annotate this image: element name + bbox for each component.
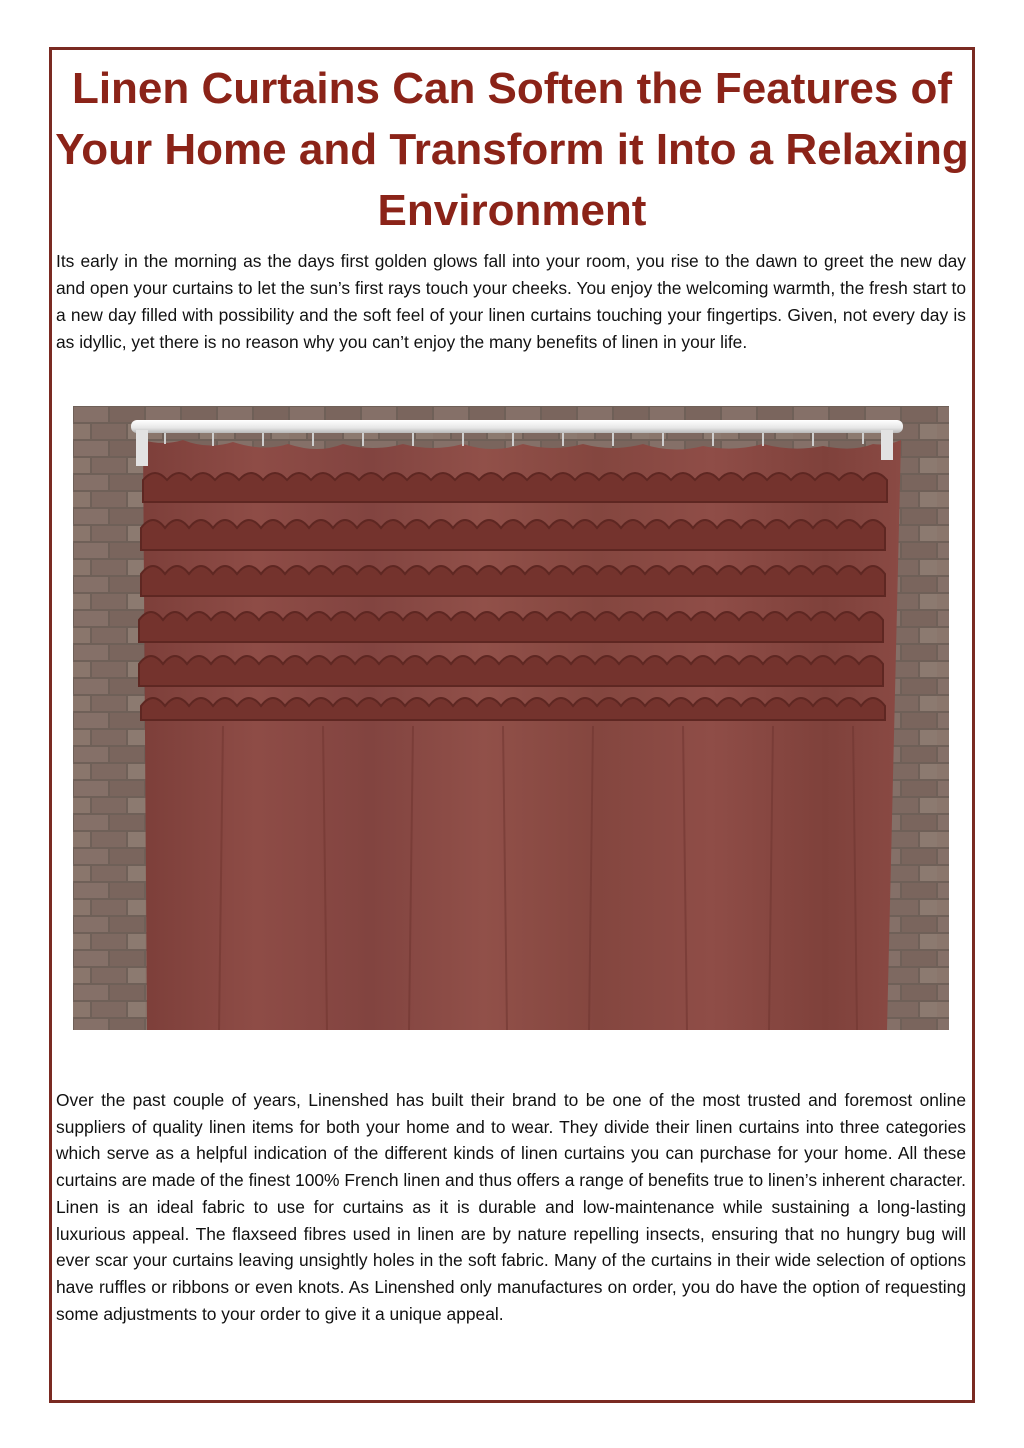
curtain-photo [73, 406, 949, 1030]
rod-bracket-right [881, 430, 893, 460]
intro-paragraph: Its early in the morning as the days first golden glows fall into your room, you rise to the dawn to greet the new day and open your curtains to let the sun’s first rays touch your cheeks. You enjoy the welcoming warmth, the fresh start to a new day filled with possibility and the soft feel of your linen curtains touching your fingertips. Given, not every day is as idyllic, yet there is no reason why you can’t enjoy the many benefits of linen in your life. [56, 251, 966, 352]
body-paragraph: Over the past couple of years, Linenshed has built their brand to be one of the most trusted and foremost online suppliers of quality linen items for both your home and to wear. They divide their linen curtains into three categories which serve as a helpful indication of the different kinds of linen curtains you can purchase for your home. All these curtains are made of the finest 100% French linen and thus offers a range of benefits true to linen’s inherent character. Linen is an ideal fabric to use for curtains as it is durable and low-maintenance while sustaining a long-lasting luxurious appeal. The flaxseed fibres used in linen are by nature repelling insects, ensuring that no hungry bug will ever scar your curtains leaving unsightly holes in the soft fabric. Many of the curtains in their wide selection of options have ruffles or ribbons or even knots. As Linenshed only manufactures on order, you do have the option of requesting some adjustments to your order to give it a unique appeal. [56, 1090, 966, 1324]
curtain-rod [131, 420, 903, 433]
rod-bracket-left [136, 430, 148, 466]
page-title: Linen Curtains Can Soften the Features of Your Home and Transform it Into a Relaxing Environment [55, 64, 969, 235]
